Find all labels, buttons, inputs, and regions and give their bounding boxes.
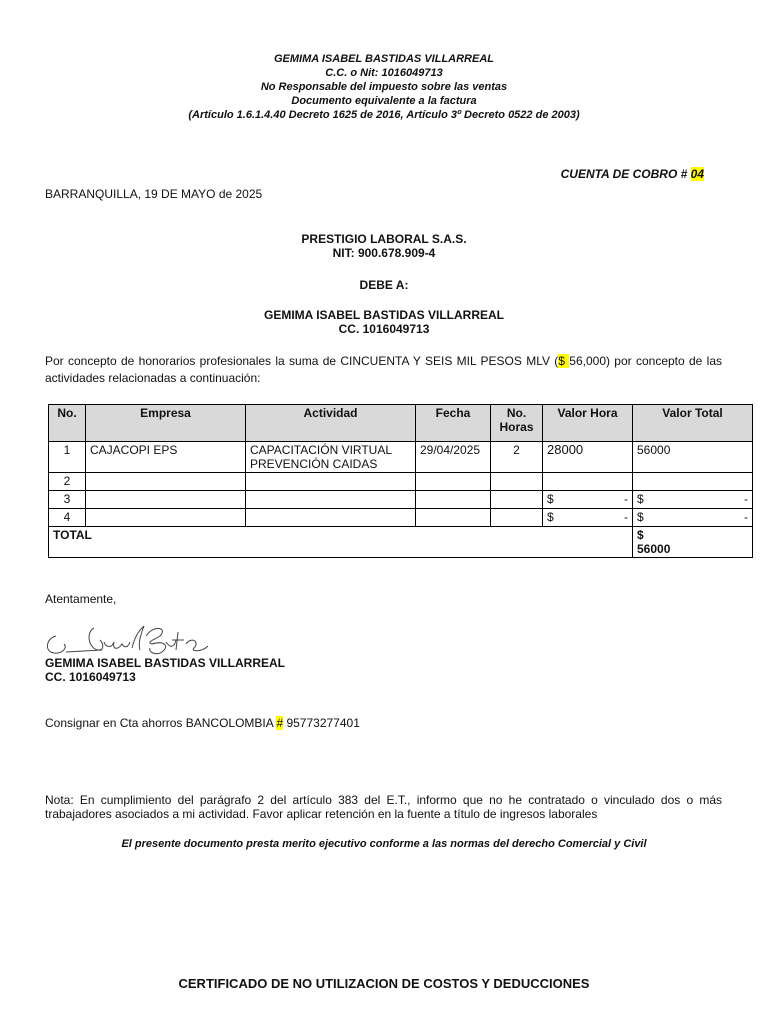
- cell-fecha: [416, 473, 491, 491]
- cell-valor-total: [633, 491, 753, 509]
- creditor-name: GEMIMA ISABEL BASTIDAS VILLARREAL: [263, 308, 504, 322]
- issuer-header: [0, 52, 768, 122]
- tax-note: Nota: En cumplimiento del parágrafo 2 del artículo 383 del E.T., informo que no he contratado o vinculado dos o más trabajadores asociados a mi actividad. Favor aplicar retención en la fuente a título de ingresos laborales: [45, 793, 722, 821]
- currency-symbol: $: [547, 510, 554, 524]
- col-fecha: Fecha: [416, 405, 491, 442]
- invoice-number-value: 04: [690, 167, 704, 181]
- client-name: PRESTIGIO LABORAL S.A.S.: [301, 232, 467, 246]
- table-total-row: [49, 527, 753, 558]
- col-actividad: Actividad: [246, 405, 416, 442]
- closing: Atentamente,: [45, 592, 117, 606]
- cell-valor-hora: 28000: [543, 442, 633, 473]
- col-horas: No. Horas: [491, 405, 543, 442]
- bank-account: [45, 716, 360, 730]
- currency-symbol: $: [637, 510, 644, 524]
- table-row: [49, 442, 753, 473]
- table-row: [49, 491, 753, 509]
- cell-no: 2: [49, 473, 86, 491]
- currency-symbol: $: [547, 492, 554, 506]
- total-currency: $: [637, 528, 644, 542]
- handwritten-signature-icon: [42, 622, 212, 658]
- col-no: No.: [49, 405, 86, 442]
- cell-valor-total: [633, 509, 753, 527]
- table-row: [49, 473, 753, 491]
- cell-actividad: [246, 509, 416, 527]
- signer-name: GEMIMA ISABEL BASTIDAS VILLARREAL: [45, 656, 286, 670]
- cell-valor-total: 56000: [633, 442, 753, 473]
- cell-actividad: [246, 473, 416, 491]
- tax-status: No Responsable del impuesto sobre las ventas: [260, 81, 508, 93]
- invoice-number: [561, 167, 704, 181]
- cell-valor-total: [633, 473, 753, 491]
- invoice-number-label: CUENTA DE COBRO #: [560, 167, 688, 181]
- cell-fecha: 29/04/2025: [416, 442, 491, 473]
- col-empresa: Empresa: [86, 405, 246, 442]
- empty-dash: -: [744, 492, 748, 506]
- cell-valor-hora: [543, 491, 633, 509]
- bank-text: Consignar en Cta ahorros BANCOLOMBIA: [45, 716, 277, 730]
- cell-fecha: [416, 509, 491, 527]
- issuer-nit: C.C. o Nit: 1016049713: [325, 67, 443, 79]
- empty-dash: -: [624, 510, 628, 524]
- cell-horas: [491, 491, 543, 509]
- certificate-title: CERTIFICADO DE NO UTILIZACION DE COSTOS Y DEDUCCIONES: [178, 976, 590, 991]
- cell-actividad: CAPACITACIÓN VIRTUAL PREVENCIÓN CAIDAS: [246, 442, 416, 473]
- cell-valor-hora: [543, 509, 633, 527]
- legal-reference: (Artículo 1.6.1.4.40 Decreto 1625 de 2016, Artículo 3º Decreto 0522 de 2003): [188, 109, 580, 121]
- cell-horas: 2: [491, 442, 543, 473]
- concept-text-start: Por concepto de honorarios profesionales la suma de CINCUENTA Y SEIS MIL PESOS MLV (: [45, 354, 559, 368]
- total-label: TOTAL: [49, 527, 633, 558]
- cell-empresa: CAJACOPI EPS: [86, 442, 246, 473]
- total-value: 56000: [637, 542, 671, 556]
- cell-valor-hora: [543, 473, 633, 491]
- cell-horas: [491, 509, 543, 527]
- col-valor-hora: Valor Hora: [543, 405, 633, 442]
- bank-number: 95773277401: [283, 716, 360, 730]
- signer-block: [45, 656, 285, 684]
- concept-text-end: 56,000) por concepto de las actividades relacionadas a continuación:: [45, 354, 722, 385]
- col-valor-total: Valor Total: [633, 405, 753, 442]
- document-type: Documento equivalente a la factura: [291, 95, 477, 107]
- cell-empresa: [86, 491, 246, 509]
- debe-label: DEBE A:: [359, 278, 409, 292]
- table-row: [49, 509, 753, 527]
- cell-no: 4: [49, 509, 86, 527]
- concept-highlight: $: [558, 354, 570, 368]
- currency-symbol: $: [637, 492, 644, 506]
- legal-statement: El presente documento presta merito ejecutivo conforme a las normas del derecho Comercial y Civil: [121, 838, 647, 850]
- cell-no: 3: [49, 491, 86, 509]
- cell-horas: [491, 473, 543, 491]
- place-date: BARRANQUILLA, 19 DE MAYO de 2025: [45, 187, 263, 201]
- activities-table: [48, 404, 753, 558]
- empty-dash: -: [744, 510, 748, 524]
- table-header-row: [49, 405, 753, 442]
- issuer-name: GEMIMA ISABEL BASTIDAS VILLARREAL: [273, 53, 494, 65]
- client-nit: NIT: 900.678.909-4: [332, 246, 436, 260]
- concept-paragraph: [45, 353, 722, 387]
- cell-fecha: [416, 491, 491, 509]
- creditor-cc: CC. 1016049713: [338, 322, 430, 336]
- empty-dash: -: [624, 492, 628, 506]
- cell-empresa: [86, 473, 246, 491]
- total-value-cell: [633, 527, 753, 558]
- client-block: [0, 232, 768, 260]
- cell-empresa: [86, 509, 246, 527]
- signer-cc: CC. 1016049713: [45, 670, 136, 684]
- cell-no: 1: [49, 442, 86, 473]
- bank-hash: #: [276, 716, 284, 730]
- cell-actividad: [246, 491, 416, 509]
- creditor-block: [0, 308, 768, 336]
